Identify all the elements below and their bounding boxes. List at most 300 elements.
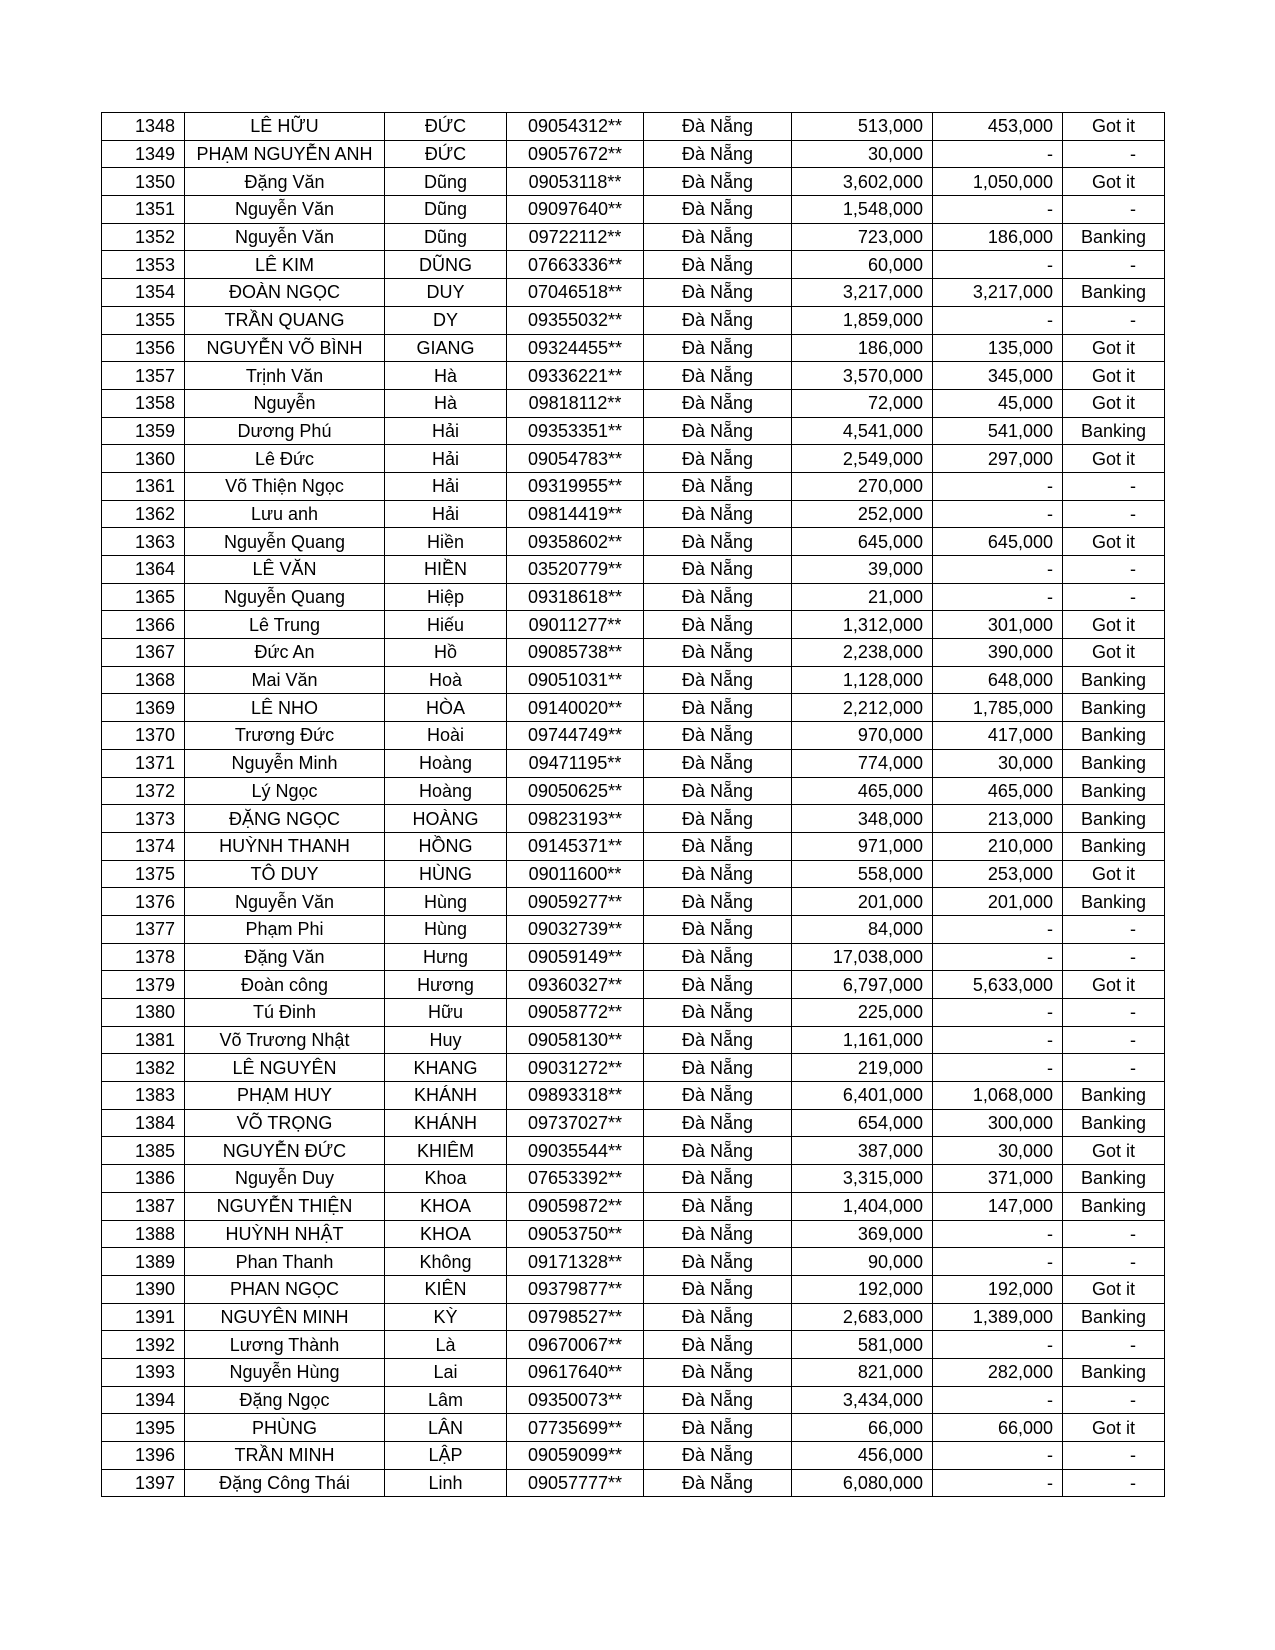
amount-cell: 723,000 xyxy=(792,223,933,251)
paid-amount-cell: 297,000 xyxy=(933,445,1063,473)
paid-amount-cell: - xyxy=(933,583,1063,611)
table-row xyxy=(102,306,1165,334)
last-name-cell: HỒNG xyxy=(385,832,507,860)
amount-cell: 4,541,000 xyxy=(792,417,933,445)
payment-method-cell: - xyxy=(1063,943,1165,971)
row-number-cell: 1356 xyxy=(102,334,185,362)
payment-method-cell: Banking xyxy=(1063,1192,1165,1220)
phone-cell: 09893318** xyxy=(507,1082,644,1110)
row-number-cell: 1366 xyxy=(102,611,185,639)
phone-cell: 07663336** xyxy=(507,251,644,279)
row-number-cell: 1371 xyxy=(102,749,185,777)
city-cell: Đà Nẵng xyxy=(644,639,792,667)
first-name-cell: Nguyễn Văn xyxy=(185,888,385,916)
paid-amount-cell: - xyxy=(933,915,1063,943)
phone-cell: 09722112** xyxy=(507,223,644,251)
phone-cell: 09319955** xyxy=(507,472,644,500)
last-name-cell: Hải xyxy=(385,472,507,500)
table-row xyxy=(102,500,1165,528)
first-name-cell: Nguyễn Quang xyxy=(185,528,385,556)
first-name-cell: NGUYỄN VÕ BÌNH xyxy=(185,334,385,362)
paid-amount-cell: 1,389,000 xyxy=(933,1303,1063,1331)
row-number-cell: 1391 xyxy=(102,1303,185,1331)
city-cell: Đà Nẵng xyxy=(644,251,792,279)
first-name-cell: HUỲNH THANH xyxy=(185,832,385,860)
row-number-cell: 1383 xyxy=(102,1082,185,1110)
last-name-cell: HIỀN xyxy=(385,556,507,584)
city-cell: Đà Nẵng xyxy=(644,971,792,999)
paid-amount-cell: 147,000 xyxy=(933,1192,1063,1220)
payment-method-cell: Banking xyxy=(1063,223,1165,251)
payment-method-cell: - xyxy=(1063,1331,1165,1359)
paid-amount-cell: 253,000 xyxy=(933,860,1063,888)
payment-method-cell: - xyxy=(1063,1054,1165,1082)
amount-cell: 654,000 xyxy=(792,1109,933,1137)
table-row xyxy=(102,749,1165,777)
first-name-cell: Mai Văn xyxy=(185,666,385,694)
amount-cell: 1,312,000 xyxy=(792,611,933,639)
table-row xyxy=(102,445,1165,473)
city-cell: Đà Nẵng xyxy=(644,749,792,777)
payment-method-cell: Got it xyxy=(1063,860,1165,888)
last-name-cell: HÙNG xyxy=(385,860,507,888)
first-name-cell: Nguyễn Minh xyxy=(185,749,385,777)
last-name-cell: Là xyxy=(385,1331,507,1359)
table-row xyxy=(102,196,1165,224)
row-number-cell: 1372 xyxy=(102,777,185,805)
row-number-cell: 1348 xyxy=(102,113,185,141)
phone-cell: 09336221** xyxy=(507,362,644,390)
row-number-cell: 1382 xyxy=(102,1054,185,1082)
amount-cell: 2,212,000 xyxy=(792,694,933,722)
first-name-cell: Tú Đinh xyxy=(185,999,385,1027)
row-number-cell: 1360 xyxy=(102,445,185,473)
city-cell: Đà Nẵng xyxy=(644,1192,792,1220)
paid-amount-cell: - xyxy=(933,556,1063,584)
paid-amount-cell: - xyxy=(933,306,1063,334)
last-name-cell: HOÀNG xyxy=(385,805,507,833)
paid-amount-cell: 135,000 xyxy=(933,334,1063,362)
last-name-cell: Lai xyxy=(385,1358,507,1386)
payment-method-cell: - xyxy=(1063,1248,1165,1276)
last-name-cell: Không xyxy=(385,1248,507,1276)
table-row xyxy=(102,1137,1165,1165)
paid-amount-cell: 541,000 xyxy=(933,417,1063,445)
payment-method-cell: - xyxy=(1063,556,1165,584)
last-name-cell: Hiếu xyxy=(385,611,507,639)
phone-cell: 09032739** xyxy=(507,915,644,943)
table-row xyxy=(102,1303,1165,1331)
payment-method-cell: - xyxy=(1063,1442,1165,1470)
payment-method-cell: Banking xyxy=(1063,832,1165,860)
paid-amount-cell: - xyxy=(933,1248,1063,1276)
city-cell: Đà Nẵng xyxy=(644,556,792,584)
last-name-cell: Hoàng xyxy=(385,749,507,777)
city-cell: Đà Nẵng xyxy=(644,500,792,528)
payment-method-cell: Got it xyxy=(1063,334,1165,362)
city-cell: Đà Nẵng xyxy=(644,722,792,750)
city-cell: Đà Nẵng xyxy=(644,1275,792,1303)
row-number-cell: 1390 xyxy=(102,1275,185,1303)
table-row xyxy=(102,971,1165,999)
first-name-cell: HUỲNH NHẬT xyxy=(185,1220,385,1248)
phone-cell: 09054312** xyxy=(507,113,644,141)
last-name-cell: KHÁNH xyxy=(385,1109,507,1137)
row-number-cell: 1350 xyxy=(102,168,185,196)
paid-amount-cell: 300,000 xyxy=(933,1109,1063,1137)
city-cell: Đà Nẵng xyxy=(644,1386,792,1414)
paid-amount-cell: - xyxy=(933,1026,1063,1054)
paid-amount-cell: 282,000 xyxy=(933,1358,1063,1386)
table-row xyxy=(102,777,1165,805)
row-number-cell: 1392 xyxy=(102,1331,185,1359)
phone-cell: 07046518** xyxy=(507,279,644,307)
first-name-cell: PHÙNG xyxy=(185,1414,385,1442)
city-cell: Đà Nẵng xyxy=(644,666,792,694)
table-row xyxy=(102,1414,1165,1442)
last-name-cell: DY xyxy=(385,306,507,334)
table-row xyxy=(102,1054,1165,1082)
phone-cell: 09058130** xyxy=(507,1026,644,1054)
paid-amount-cell: 210,000 xyxy=(933,832,1063,860)
first-name-cell: TRẦN MINH xyxy=(185,1442,385,1470)
payment-method-cell: - xyxy=(1063,999,1165,1027)
table-row xyxy=(102,888,1165,916)
paid-amount-cell: 465,000 xyxy=(933,777,1063,805)
city-cell: Đà Nẵng xyxy=(644,1054,792,1082)
payment-method-cell: - xyxy=(1063,251,1165,279)
amount-cell: 1,404,000 xyxy=(792,1192,933,1220)
table-row xyxy=(102,1192,1165,1220)
paid-amount-cell: 345,000 xyxy=(933,362,1063,390)
first-name-cell: Đặng Công Thái xyxy=(185,1469,385,1497)
last-name-cell: Hải xyxy=(385,417,507,445)
city-cell: Đà Nẵng xyxy=(644,1414,792,1442)
payment-method-cell: - xyxy=(1063,1026,1165,1054)
row-number-cell: 1380 xyxy=(102,999,185,1027)
amount-cell: 3,217,000 xyxy=(792,279,933,307)
first-name-cell: Dương Phú xyxy=(185,417,385,445)
paid-amount-cell: 30,000 xyxy=(933,1137,1063,1165)
table-row xyxy=(102,639,1165,667)
last-name-cell: Hà xyxy=(385,362,507,390)
amount-cell: 369,000 xyxy=(792,1220,933,1248)
last-name-cell: Huy xyxy=(385,1026,507,1054)
city-cell: Đà Nẵng xyxy=(644,1026,792,1054)
table-row xyxy=(102,1358,1165,1386)
paid-amount-cell: 45,000 xyxy=(933,389,1063,417)
table-row xyxy=(102,1248,1165,1276)
table-body xyxy=(102,113,1165,1497)
phone-cell: 09085738** xyxy=(507,639,644,667)
amount-cell: 513,000 xyxy=(792,113,933,141)
row-number-cell: 1361 xyxy=(102,472,185,500)
row-number-cell: 1352 xyxy=(102,223,185,251)
last-name-cell: Dũng xyxy=(385,168,507,196)
payment-method-cell: Got it xyxy=(1063,971,1165,999)
row-number-cell: 1377 xyxy=(102,915,185,943)
city-cell: Đà Nẵng xyxy=(644,417,792,445)
payment-method-cell: - xyxy=(1063,472,1165,500)
payment-method-cell: Banking xyxy=(1063,805,1165,833)
row-number-cell: 1394 xyxy=(102,1386,185,1414)
table-row xyxy=(102,832,1165,860)
city-cell: Đà Nẵng xyxy=(644,860,792,888)
paid-amount-cell: 1,785,000 xyxy=(933,694,1063,722)
row-number-cell: 1355 xyxy=(102,306,185,334)
phone-cell: 09054783** xyxy=(507,445,644,473)
table-row xyxy=(102,1331,1165,1359)
phone-cell: 09353351** xyxy=(507,417,644,445)
first-name-cell: Lê Trung xyxy=(185,611,385,639)
payment-method-cell: Got it xyxy=(1063,113,1165,141)
payment-method-cell: Banking xyxy=(1063,777,1165,805)
last-name-cell: HÒA xyxy=(385,694,507,722)
table-row xyxy=(102,1109,1165,1137)
amount-cell: 1,161,000 xyxy=(792,1026,933,1054)
phone-cell: 09031272** xyxy=(507,1054,644,1082)
payment-method-cell: Banking xyxy=(1063,1303,1165,1331)
phone-cell: 09011600** xyxy=(507,860,644,888)
customer-table xyxy=(101,112,1165,1497)
city-cell: Đà Nẵng xyxy=(644,445,792,473)
phone-cell: 09057777** xyxy=(507,1469,644,1497)
phone-cell: 09355032** xyxy=(507,306,644,334)
first-name-cell: Trương Đức xyxy=(185,722,385,750)
row-number-cell: 1375 xyxy=(102,860,185,888)
first-name-cell: Võ Thiện Ngọc xyxy=(185,472,385,500)
payment-method-cell: - xyxy=(1063,915,1165,943)
row-number-cell: 1389 xyxy=(102,1248,185,1276)
paid-amount-cell: 186,000 xyxy=(933,223,1063,251)
amount-cell: 6,080,000 xyxy=(792,1469,933,1497)
amount-cell: 387,000 xyxy=(792,1137,933,1165)
city-cell: Đà Nẵng xyxy=(644,1165,792,1193)
table-row xyxy=(102,362,1165,390)
amount-cell: 3,602,000 xyxy=(792,168,933,196)
paid-amount-cell: 5,633,000 xyxy=(933,971,1063,999)
last-name-cell: Hương xyxy=(385,971,507,999)
table-row xyxy=(102,611,1165,639)
last-name-cell: Hùng xyxy=(385,915,507,943)
phone-cell: 09035544** xyxy=(507,1137,644,1165)
city-cell: Đà Nẵng xyxy=(644,1220,792,1248)
amount-cell: 970,000 xyxy=(792,722,933,750)
amount-cell: 1,128,000 xyxy=(792,666,933,694)
table-row xyxy=(102,279,1165,307)
amount-cell: 558,000 xyxy=(792,860,933,888)
paid-amount-cell: 213,000 xyxy=(933,805,1063,833)
paid-amount-cell: - xyxy=(933,140,1063,168)
row-number-cell: 1349 xyxy=(102,140,185,168)
amount-cell: 821,000 xyxy=(792,1358,933,1386)
paid-amount-cell: - xyxy=(933,999,1063,1027)
city-cell: Đà Nẵng xyxy=(644,1137,792,1165)
phone-cell: 09059099** xyxy=(507,1442,644,1470)
first-name-cell: ĐẶNG NGỌC xyxy=(185,805,385,833)
row-number-cell: 1396 xyxy=(102,1442,185,1470)
paid-amount-cell: 1,068,000 xyxy=(933,1082,1063,1110)
first-name-cell: Đặng Văn xyxy=(185,943,385,971)
phone-cell: 09097640** xyxy=(507,196,644,224)
row-number-cell: 1369 xyxy=(102,694,185,722)
phone-cell: 09350073** xyxy=(507,1386,644,1414)
phone-cell: 09823193** xyxy=(507,805,644,833)
phone-cell: 09011277** xyxy=(507,611,644,639)
payment-method-cell: - xyxy=(1063,196,1165,224)
last-name-cell: Hoàng xyxy=(385,777,507,805)
amount-cell: 186,000 xyxy=(792,334,933,362)
paid-amount-cell: 301,000 xyxy=(933,611,1063,639)
row-number-cell: 1379 xyxy=(102,971,185,999)
row-number-cell: 1365 xyxy=(102,583,185,611)
table-row xyxy=(102,1442,1165,1470)
last-name-cell: KHANG xyxy=(385,1054,507,1082)
phone-cell: 09318618** xyxy=(507,583,644,611)
last-name-cell: Hồ xyxy=(385,639,507,667)
row-number-cell: 1386 xyxy=(102,1165,185,1193)
table-row xyxy=(102,528,1165,556)
paid-amount-cell: - xyxy=(933,1220,1063,1248)
first-name-cell: NGUYỄN THIỆN xyxy=(185,1192,385,1220)
first-name-cell: NGUYÊN MINH xyxy=(185,1303,385,1331)
last-name-cell: LẬP xyxy=(385,1442,507,1470)
first-name-cell: Đoàn công xyxy=(185,971,385,999)
phone-cell: 09145371** xyxy=(507,832,644,860)
row-number-cell: 1395 xyxy=(102,1414,185,1442)
first-name-cell: LÊ NHO xyxy=(185,694,385,722)
payment-method-cell: Got it xyxy=(1063,1275,1165,1303)
last-name-cell: GIANG xyxy=(385,334,507,362)
first-name-cell: Võ Trương Nhật xyxy=(185,1026,385,1054)
city-cell: Đà Nẵng xyxy=(644,611,792,639)
city-cell: Đà Nẵng xyxy=(644,777,792,805)
payment-method-cell: - xyxy=(1063,1469,1165,1497)
city-cell: Đà Nẵng xyxy=(644,1082,792,1110)
payment-method-cell: Banking xyxy=(1063,666,1165,694)
table-row xyxy=(102,583,1165,611)
amount-cell: 201,000 xyxy=(792,888,933,916)
city-cell: Đà Nẵng xyxy=(644,1469,792,1497)
first-name-cell: Nguyễn Quang xyxy=(185,583,385,611)
row-number-cell: 1387 xyxy=(102,1192,185,1220)
phone-cell: 09471195** xyxy=(507,749,644,777)
last-name-cell: Khoa xyxy=(385,1165,507,1193)
paid-amount-cell: - xyxy=(933,500,1063,528)
first-name-cell: Đặng Văn xyxy=(185,168,385,196)
amount-cell: 6,797,000 xyxy=(792,971,933,999)
amount-cell: 1,859,000 xyxy=(792,306,933,334)
city-cell: Đà Nẵng xyxy=(644,805,792,833)
city-cell: Đà Nẵng xyxy=(644,1331,792,1359)
first-name-cell: TÔ DUY xyxy=(185,860,385,888)
payment-method-cell: Banking xyxy=(1063,279,1165,307)
table-row xyxy=(102,666,1165,694)
first-name-cell: LÊ VĂN xyxy=(185,556,385,584)
city-cell: Đà Nẵng xyxy=(644,1358,792,1386)
phone-cell: 09358602** xyxy=(507,528,644,556)
row-number-cell: 1354 xyxy=(102,279,185,307)
amount-cell: 21,000 xyxy=(792,583,933,611)
city-cell: Đà Nẵng xyxy=(644,334,792,362)
last-name-cell: Hoài xyxy=(385,722,507,750)
city-cell: Đà Nẵng xyxy=(644,832,792,860)
table-row xyxy=(102,805,1165,833)
city-cell: Đà Nẵng xyxy=(644,168,792,196)
paid-amount-cell: 648,000 xyxy=(933,666,1063,694)
payment-method-cell: Banking xyxy=(1063,722,1165,750)
city-cell: Đà Nẵng xyxy=(644,583,792,611)
table-row xyxy=(102,334,1165,362)
amount-cell: 645,000 xyxy=(792,528,933,556)
phone-cell: 09818112** xyxy=(507,389,644,417)
city-cell: Đà Nẵng xyxy=(644,223,792,251)
city-cell: Đà Nẵng xyxy=(644,1303,792,1331)
table-row xyxy=(102,860,1165,888)
last-name-cell: Linh xyxy=(385,1469,507,1497)
row-number-cell: 1362 xyxy=(102,500,185,528)
phone-cell: 09814419** xyxy=(507,500,644,528)
last-name-cell: KHÁNH xyxy=(385,1082,507,1110)
city-cell: Đà Nẵng xyxy=(644,196,792,224)
first-name-cell: Nguyễn Văn xyxy=(185,223,385,251)
phone-cell: 09617640** xyxy=(507,1358,644,1386)
table-row xyxy=(102,251,1165,279)
payment-method-cell: - xyxy=(1063,1386,1165,1414)
city-cell: Đà Nẵng xyxy=(644,888,792,916)
last-name-cell: KIÊN xyxy=(385,1275,507,1303)
table-row xyxy=(102,556,1165,584)
last-name-cell: Hiệp xyxy=(385,583,507,611)
phone-cell: 07653392** xyxy=(507,1165,644,1193)
phone-cell: 03520779** xyxy=(507,556,644,584)
payment-method-cell: Got it xyxy=(1063,528,1165,556)
paid-amount-cell: 1,050,000 xyxy=(933,168,1063,196)
table-row xyxy=(102,472,1165,500)
phone-cell: 09050625** xyxy=(507,777,644,805)
payment-method-cell: Got it xyxy=(1063,389,1165,417)
table-row xyxy=(102,722,1165,750)
city-cell: Đà Nẵng xyxy=(644,389,792,417)
city-cell: Đà Nẵng xyxy=(644,140,792,168)
last-name-cell: KỲ xyxy=(385,1303,507,1331)
payment-method-cell: - xyxy=(1063,500,1165,528)
phone-cell: 09140020** xyxy=(507,694,644,722)
last-name-cell: Hưng xyxy=(385,943,507,971)
payment-method-cell: Banking xyxy=(1063,417,1165,445)
row-number-cell: 1378 xyxy=(102,943,185,971)
phone-cell: 09059872** xyxy=(507,1192,644,1220)
paid-amount-cell: 417,000 xyxy=(933,722,1063,750)
last-name-cell: DŨNG xyxy=(385,251,507,279)
row-number-cell: 1397 xyxy=(102,1469,185,1497)
phone-cell: 09057672** xyxy=(507,140,644,168)
first-name-cell: Lưu anh xyxy=(185,500,385,528)
last-name-cell: KHOA xyxy=(385,1220,507,1248)
first-name-cell: LÊ HỮU xyxy=(185,113,385,141)
amount-cell: 219,000 xyxy=(792,1054,933,1082)
payment-method-cell: - xyxy=(1063,140,1165,168)
last-name-cell: KHIÊM xyxy=(385,1137,507,1165)
row-number-cell: 1381 xyxy=(102,1026,185,1054)
amount-cell: 17,038,000 xyxy=(792,943,933,971)
paid-amount-cell: 645,000 xyxy=(933,528,1063,556)
first-name-cell: Đức An xyxy=(185,639,385,667)
row-number-cell: 1373 xyxy=(102,805,185,833)
table-row xyxy=(102,1220,1165,1248)
last-name-cell: DUY xyxy=(385,279,507,307)
table-row xyxy=(102,1275,1165,1303)
